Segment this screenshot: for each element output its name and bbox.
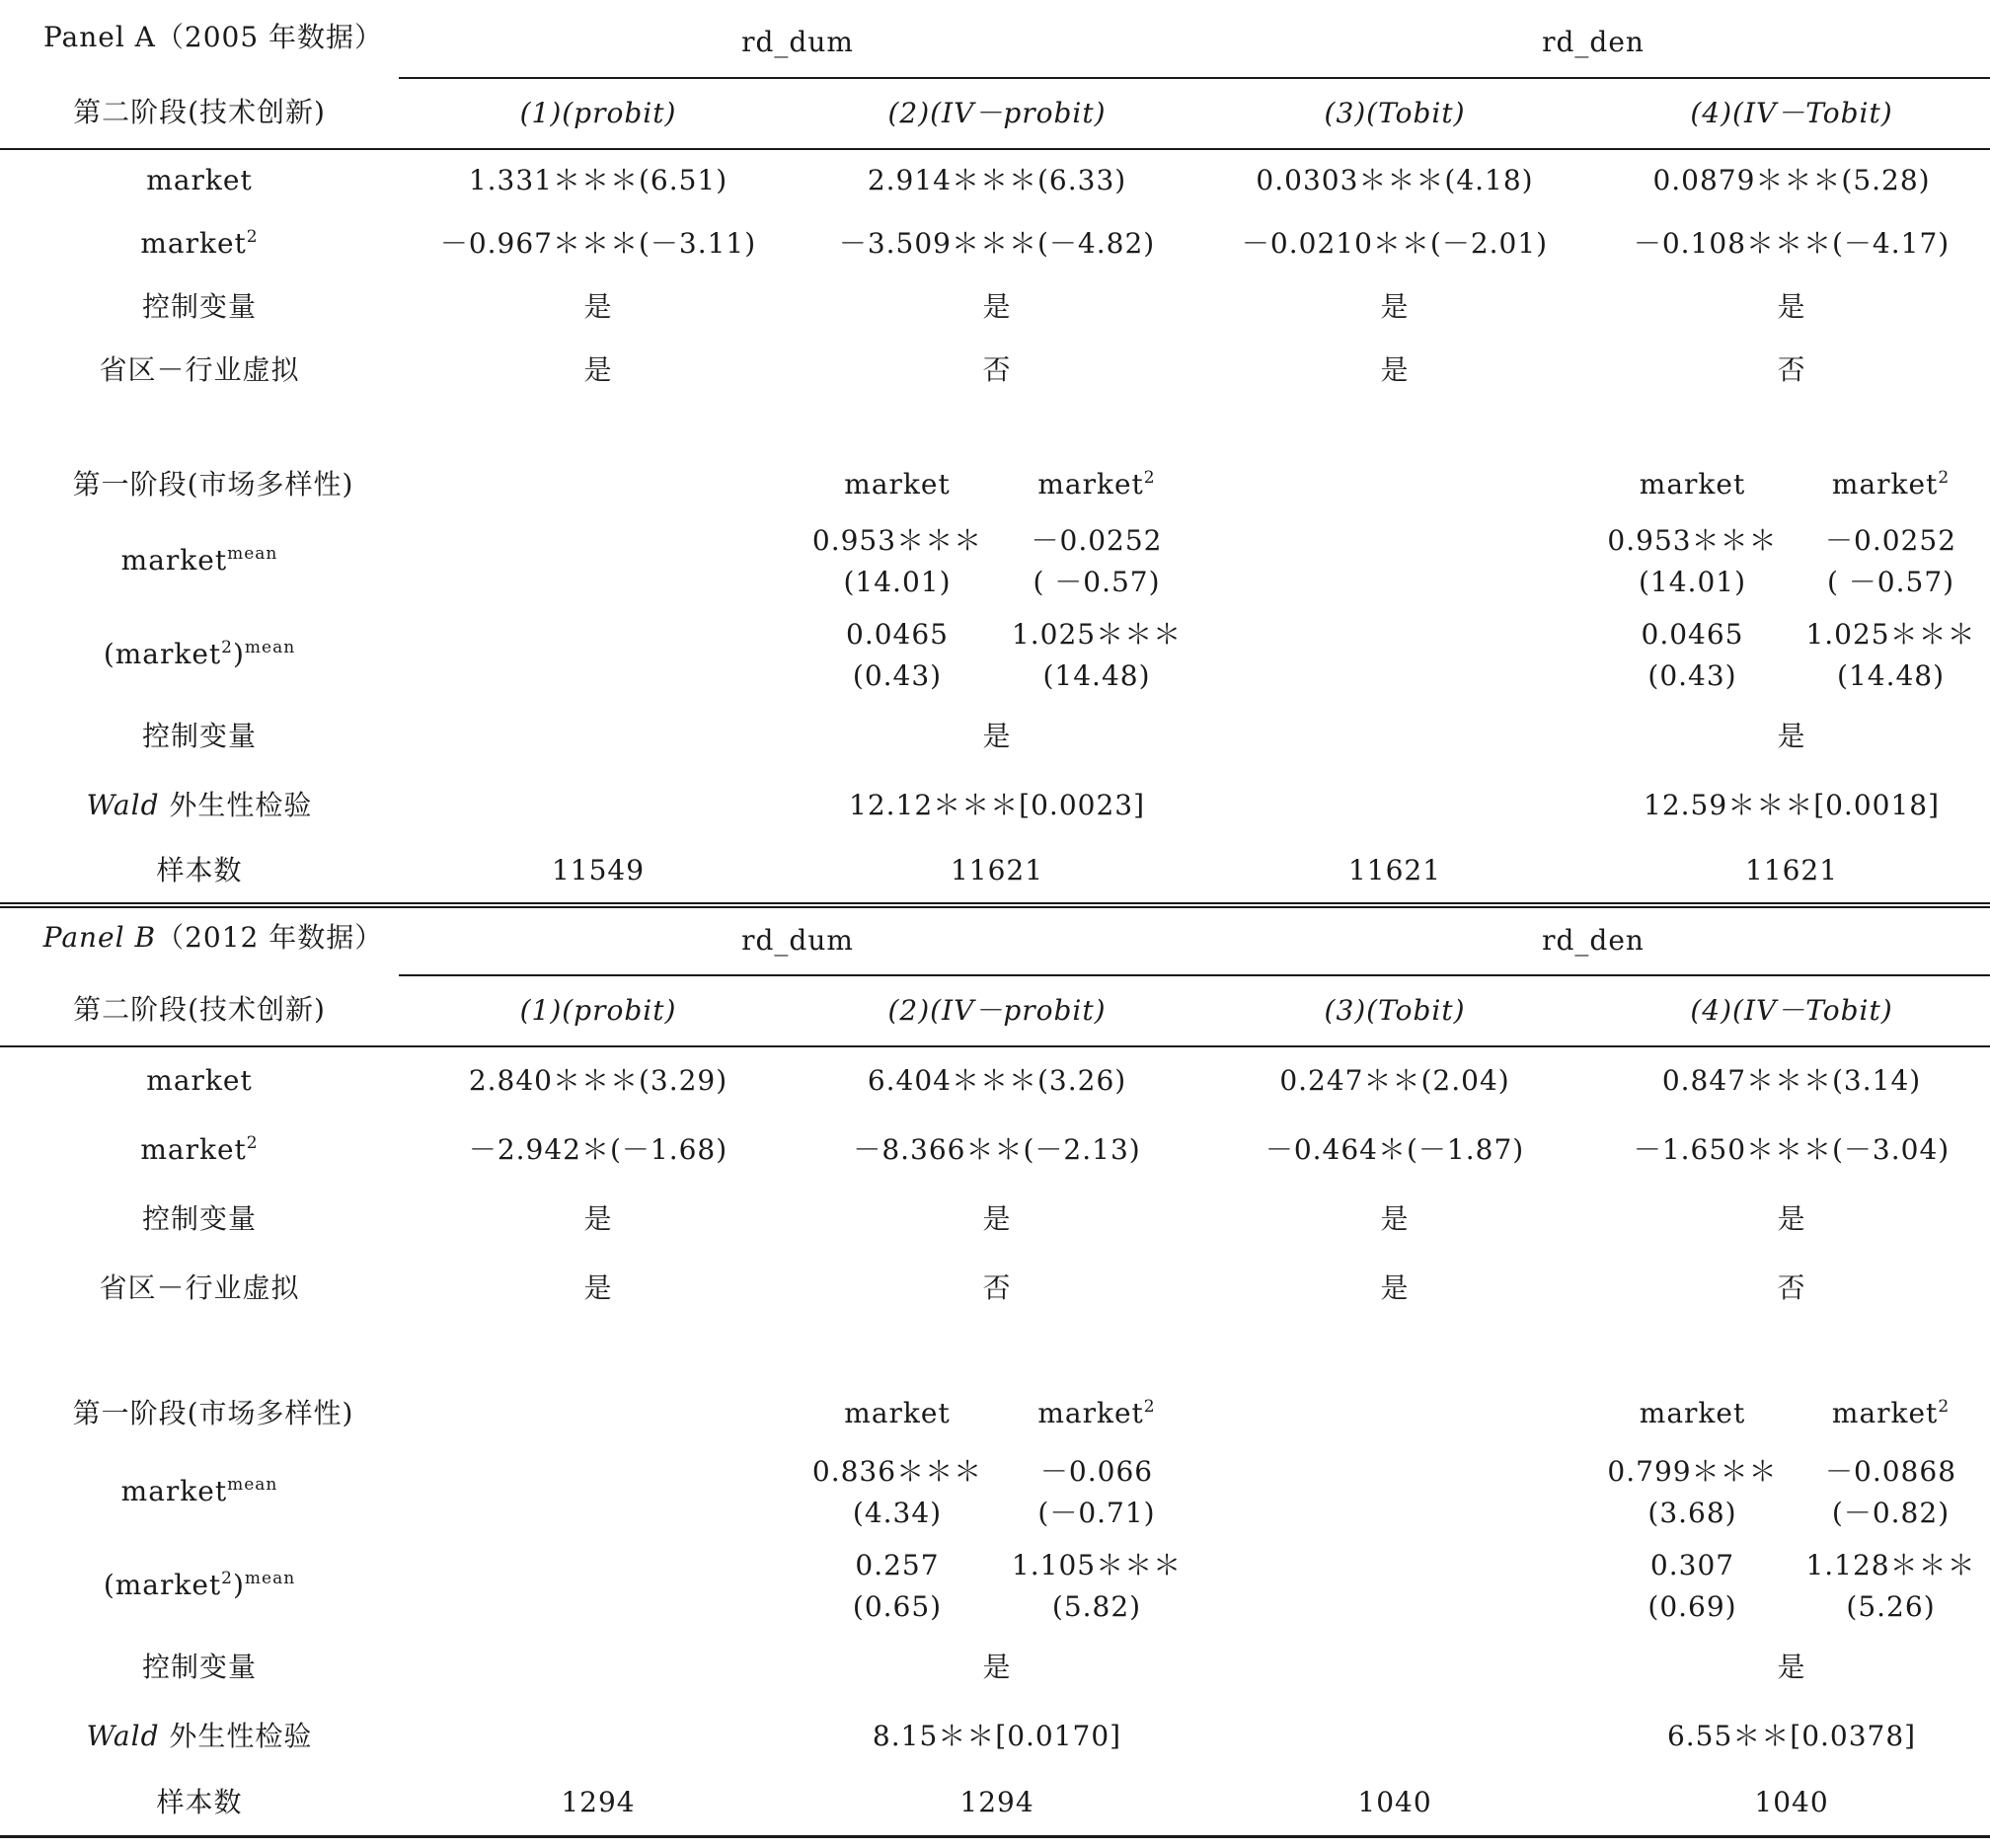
cell: －8.366＊＊(－2.13) — [853, 1132, 1141, 1166]
cell: －0.0210＊＊(－2.01) — [1241, 226, 1549, 260]
panel-a-row-market2 — [0, 212, 1990, 275]
row-label: 控制变量 — [141, 1201, 257, 1235]
row-label: market$^2$ — [140, 1132, 259, 1166]
cell: 否 — [982, 1270, 1012, 1304]
panel-a-row-market2-mean — [0, 608, 1990, 702]
panel-a-col1: (1)(probit) — [399, 78, 798, 149]
cell: 0.0879＊＊＊(5.28) — [1652, 164, 1931, 197]
cell: 1040 — [1593, 1771, 1990, 1836]
regression-table — [0, 8, 1990, 1838]
panel-b-row-market2 — [0, 1116, 1990, 1185]
cell: 0.799＊＊＊ (3.68) — [1607, 1454, 1778, 1529]
cell: 0.0303＊＊＊(4.18) — [1256, 164, 1534, 197]
cell: 0.0465 (0.43) — [1641, 617, 1744, 692]
cell: 1.128＊＊＊ (5.26) — [1805, 1548, 1976, 1623]
panel-a-col4: (4)(IV－Tobit) — [1593, 78, 1990, 149]
cell: 0.307 (0.69) — [1647, 1548, 1737, 1623]
cell: 是 — [1777, 1201, 1806, 1235]
panel-b-title: Panel B（2012 年数据） — [42, 921, 384, 954]
row-label: market — [146, 1064, 253, 1098]
cell: 6.55＊＊[0.0378] — [1666, 1719, 1917, 1752]
cell: 0.953＊＊＊ (14.01) — [1607, 523, 1778, 598]
panel-b-dep1: rd_dum — [399, 905, 1196, 975]
panel-a-row-controls — [0, 275, 1990, 339]
row-label: market$^2$ — [140, 226, 259, 260]
cell: 0.0465 (0.43) — [846, 617, 949, 692]
cell: －0.464＊(－1.87) — [1264, 1132, 1525, 1166]
cell: 是 — [1380, 289, 1410, 323]
cell: 否 — [982, 352, 1012, 386]
stage1-head: market$^2$ — [1831, 467, 1951, 500]
panel-a-stage2-label: 第二阶段(技术创新) — [0, 78, 399, 149]
panel-b-row-controls — [0, 1185, 1990, 1254]
panel-b-col4: (4)(IV－Tobit) — [1593, 975, 1990, 1046]
stage1-label: 第一阶段(市场多样性) — [72, 1396, 354, 1429]
cell: 1040 — [1196, 1771, 1593, 1836]
cell: 是 — [1380, 1270, 1410, 1304]
stage1-head: market$^2$ — [1037, 467, 1156, 500]
cell: 是 — [982, 289, 1012, 323]
panel-b-columns-row — [0, 975, 1990, 1046]
panel-a-n-row — [0, 840, 1990, 905]
row-label: 控制变量 — [141, 719, 257, 752]
cell: －0.0252 ( －0.57) — [1825, 523, 1957, 598]
panel-a-dep2: rd_den — [1196, 8, 1990, 78]
cell: 1294 — [798, 1771, 1196, 1836]
cell: 是 — [583, 1201, 613, 1235]
panel-a-row-province — [0, 339, 1990, 402]
cell: －0.0868 (－0.82) — [1825, 1454, 1957, 1529]
stage1-head: market — [844, 1396, 951, 1429]
cell: 8.15＊＊[0.0170] — [872, 1719, 1122, 1752]
cell: －2.942＊(－1.68) — [468, 1132, 728, 1166]
cell: 6.404＊＊＊(3.26) — [867, 1064, 1127, 1098]
cell: 是 — [982, 719, 1012, 752]
cell: 11549 — [399, 840, 798, 905]
panel-a-col3: (3)(Tobit) — [1196, 78, 1593, 149]
cell: 0.257 (0.65) — [852, 1548, 943, 1623]
row-label: market$^{mean}$ — [120, 1475, 278, 1508]
stage1-head: market — [1639, 467, 1746, 500]
cell: 是 — [1777, 1650, 1806, 1683]
cell: －0.108＊＊＊(－4.17) — [1633, 226, 1951, 260]
cell: 12.59＊＊＊[0.0018] — [1644, 788, 1941, 821]
cell: 12.12＊＊＊[0.0023] — [849, 788, 1145, 821]
row-label: 控制变量 — [141, 1650, 257, 1683]
panel-b-dep2: rd_den — [1196, 905, 1990, 975]
stage1-head: market$^2$ — [1037, 1396, 1156, 1429]
row-label: 省区－行业虚拟 — [99, 352, 300, 386]
cell: 1294 — [399, 1771, 798, 1836]
cell: 是 — [583, 352, 613, 386]
cell: 是 — [583, 289, 613, 323]
cell: 是 — [1380, 1201, 1410, 1235]
panel-b-row-market — [0, 1046, 1990, 1116]
panel-a-stage1-header — [0, 402, 1990, 514]
cell: －0.066 (－0.71) — [1037, 1454, 1156, 1529]
cell: 11621 — [1593, 840, 1990, 905]
panel-a-col2: (2)(IV－probit) — [798, 78, 1196, 149]
row-label: market — [146, 164, 253, 197]
stage1-head: market$^2$ — [1831, 1396, 1951, 1429]
panel-b-col3: (3)(Tobit) — [1196, 975, 1593, 1046]
panel-b-header-row — [0, 905, 1990, 975]
cell: －3.509＊＊＊(－4.82) — [838, 226, 1156, 260]
panel-b-stage1-header — [0, 1323, 1990, 1445]
cell: 1.105＊＊＊ (5.82) — [1011, 1548, 1183, 1623]
cell: 0.953＊＊＊ (14.01) — [811, 523, 983, 598]
cell: 11621 — [1196, 840, 1593, 905]
panel-a-stage1-controls — [0, 702, 1990, 771]
row-label: 样本数 — [0, 840, 399, 905]
row-label: (market$^2$)$^{mean}$ — [103, 1569, 296, 1602]
stage1-head: market — [844, 467, 951, 500]
row-label: 控制变量 — [141, 289, 257, 323]
cell: 是 — [1380, 352, 1410, 386]
panel-a-header-row — [0, 8, 1990, 78]
panel-b-col1: (1)(probit) — [399, 975, 798, 1046]
cell: 1.331＊＊＊(6.51) — [468, 164, 728, 197]
stage1-label: 第一阶段(市场多样性) — [72, 467, 354, 500]
panel-a-row-market-mean — [0, 514, 1990, 608]
cell: 否 — [1777, 1270, 1806, 1304]
row-label: Wald 外生性检验 — [86, 1719, 313, 1752]
cell: 0.836＊＊＊ (4.34) — [811, 1454, 983, 1529]
panel-a-columns-row — [0, 78, 1990, 149]
cell: 是 — [1777, 289, 1806, 323]
cell: 否 — [1777, 352, 1806, 386]
cell: 11621 — [798, 840, 1196, 905]
cell: 1.025＊＊＊ (14.48) — [1805, 617, 1976, 692]
cell: 0.247＊＊(2.04) — [1279, 1064, 1510, 1098]
panel-b-wald-row — [0, 1702, 1990, 1771]
panel-b-col2: (2)(IV－probit) — [798, 975, 1196, 1046]
panel-b-row-market-mean — [0, 1445, 1990, 1539]
row-label: Wald 外生性检验 — [86, 788, 313, 821]
cell: 是 — [583, 1270, 613, 1304]
row-label: market$^{mean}$ — [120, 544, 278, 578]
cell: －0.0252 ( －0.57) — [1031, 523, 1163, 598]
row-label: 样本数 — [0, 1771, 399, 1836]
cell: －0.967＊＊＊(－3.11) — [439, 226, 757, 260]
row-label: 省区－行业虚拟 — [99, 1270, 300, 1304]
cell: 0.847＊＊＊(3.14) — [1661, 1064, 1922, 1098]
cell: 是 — [982, 1650, 1012, 1683]
panel-b-stage1-controls — [0, 1633, 1990, 1702]
panel-b-row-province — [0, 1254, 1990, 1323]
stage1-head: market — [1639, 1396, 1746, 1429]
panel-a-row-market — [0, 149, 1990, 212]
row-label: (market$^2$)$^{mean}$ — [103, 638, 296, 671]
panel-b-n-row — [0, 1771, 1990, 1836]
cell: 是 — [982, 1201, 1012, 1235]
cell: 2.840＊＊＊(3.29) — [468, 1064, 728, 1098]
panel-a-title: Panel A（2005 年数据） — [42, 21, 384, 53]
cell: 1.025＊＊＊ (14.48) — [1011, 617, 1183, 692]
panel-b-stage2-label: 第二阶段(技术创新) — [0, 975, 399, 1046]
cell: 是 — [1777, 719, 1806, 752]
cell: －1.650＊＊＊(－3.04) — [1633, 1132, 1951, 1166]
panel-a-wald-row — [0, 771, 1990, 840]
cell: 2.914＊＊＊(6.33) — [867, 164, 1127, 197]
panel-b-row-market2-mean — [0, 1539, 1990, 1633]
panel-a-dep1: rd_dum — [399, 8, 1196, 78]
